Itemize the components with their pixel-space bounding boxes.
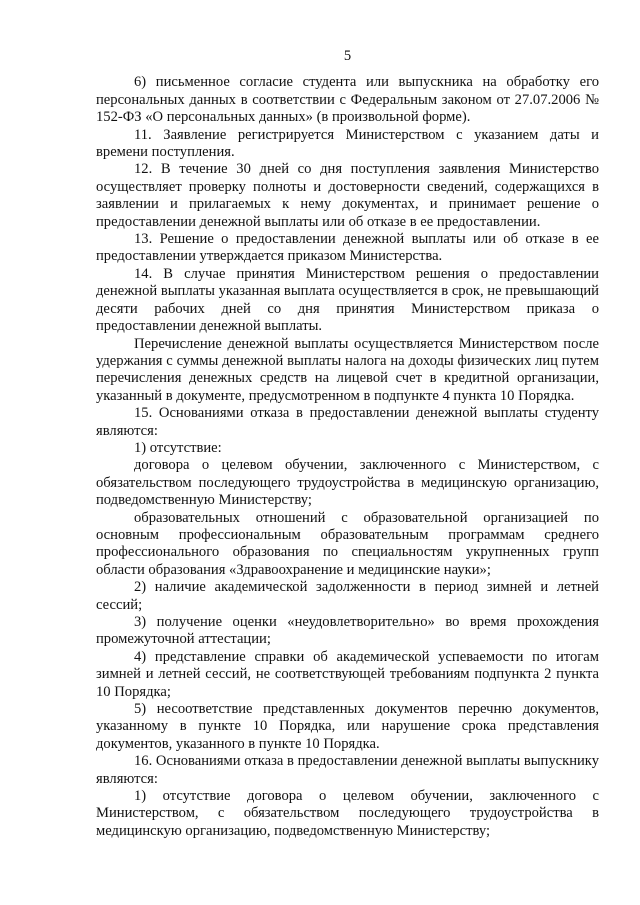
paragraph-15-item-4: 4) представление справки об академической успеваемости по итогам зимней и летней сессий, не соответствующей требованиям подпункта 2 пункта 10 Порядка; xyxy=(96,648,599,700)
paragraph-transfer: Перечисление денежной выплаты осуществляется Министерством после удержания с суммы денежной выплаты налога на доходы физических лиц путем перечисления денежных средств на лицевой счет в кредитной организации, указанный в документе, предусмотренном в подпункте 4 пункта 10 Порядка. xyxy=(96,335,599,404)
paragraph-16: 16. Основаниями отказа в предоставлении денежной выплаты выпускнику являются: xyxy=(96,753,599,787)
page-number: 5 xyxy=(343,48,352,64)
paragraph-15-contract: договора о целевом обучении, заключенного с Министерством, с обязательством последующего трудоустройства в медицинскую организацию, подведомственную Министерству; xyxy=(96,457,599,509)
paragraph-15-item-1: 1) отсутствие: xyxy=(134,439,222,456)
paragraph-13: 13. Решение о предоставлении денежной выплаты или об отказе в ее предоставлении утверждается приказом Министерства. xyxy=(96,231,599,265)
paragraph-12: 12. В течение 30 дней со дня поступления заявления Министерство осуществляет проверку полноты и достоверности сведений, содержащихся в заявлении и прилагаемых к нему документах, и принимает решение о предоставлении денежной выплаты или об отказе в ее предоставлении. xyxy=(96,161,599,230)
paragraph-15-item-2: 2) наличие академической задолженности в период зимней и летней сессий; xyxy=(96,579,599,613)
paragraph-16-item-1: 1) отсутствие договора о целевом обучении, заключенного с Министерством, с обязательством последующего трудоустройства в медицинскую организацию, подведомственную Министерству; xyxy=(96,788,599,839)
paragraph-11: 11. Заявление регистрируется Министерством с указанием даты и времени поступления. xyxy=(96,126,599,161)
paragraph-14: 14. В случае принятия Министерством решения о предоставлении денежной выплаты указанная выплата осуществляется в срок, не превышающий десяти рабочих дней со дня принятия Министерством приказа о предоставлении денежной выплаты. xyxy=(96,265,599,335)
paragraph-15-education: образовательных отношений с образовательной организацией по основным профессиональным образовательным программам среднего профессионального образования по специальностям укрупненных групп области образования «Здравоохранение и медицинские науки»; xyxy=(96,509,599,578)
paragraph-15: 15. Основаниями отказа в предоставлении денежной выплаты студенту являются: xyxy=(96,405,599,439)
document-page xyxy=(96,48,599,840)
paragraph-15-item-3: 3) получение оценки «неудовлетворительно» во время прохождения промежуточной аттестации; xyxy=(96,614,599,648)
paragraph-15-item-5: 5) несоответствие представленных документов перечню документов, указанному в пункте 10 Порядка, или нарушение срока представления документов, указанного в пункте 10 Порядка. xyxy=(96,701,599,752)
paragraph-consent-personal-data: 6) письменное согласие студента или выпускника на обработку его персональных данных в соответствии с Федеральным законом от 27.07.2006 № 152-ФЗ «О персональных данных» (в произвольной форме). xyxy=(96,74,599,126)
